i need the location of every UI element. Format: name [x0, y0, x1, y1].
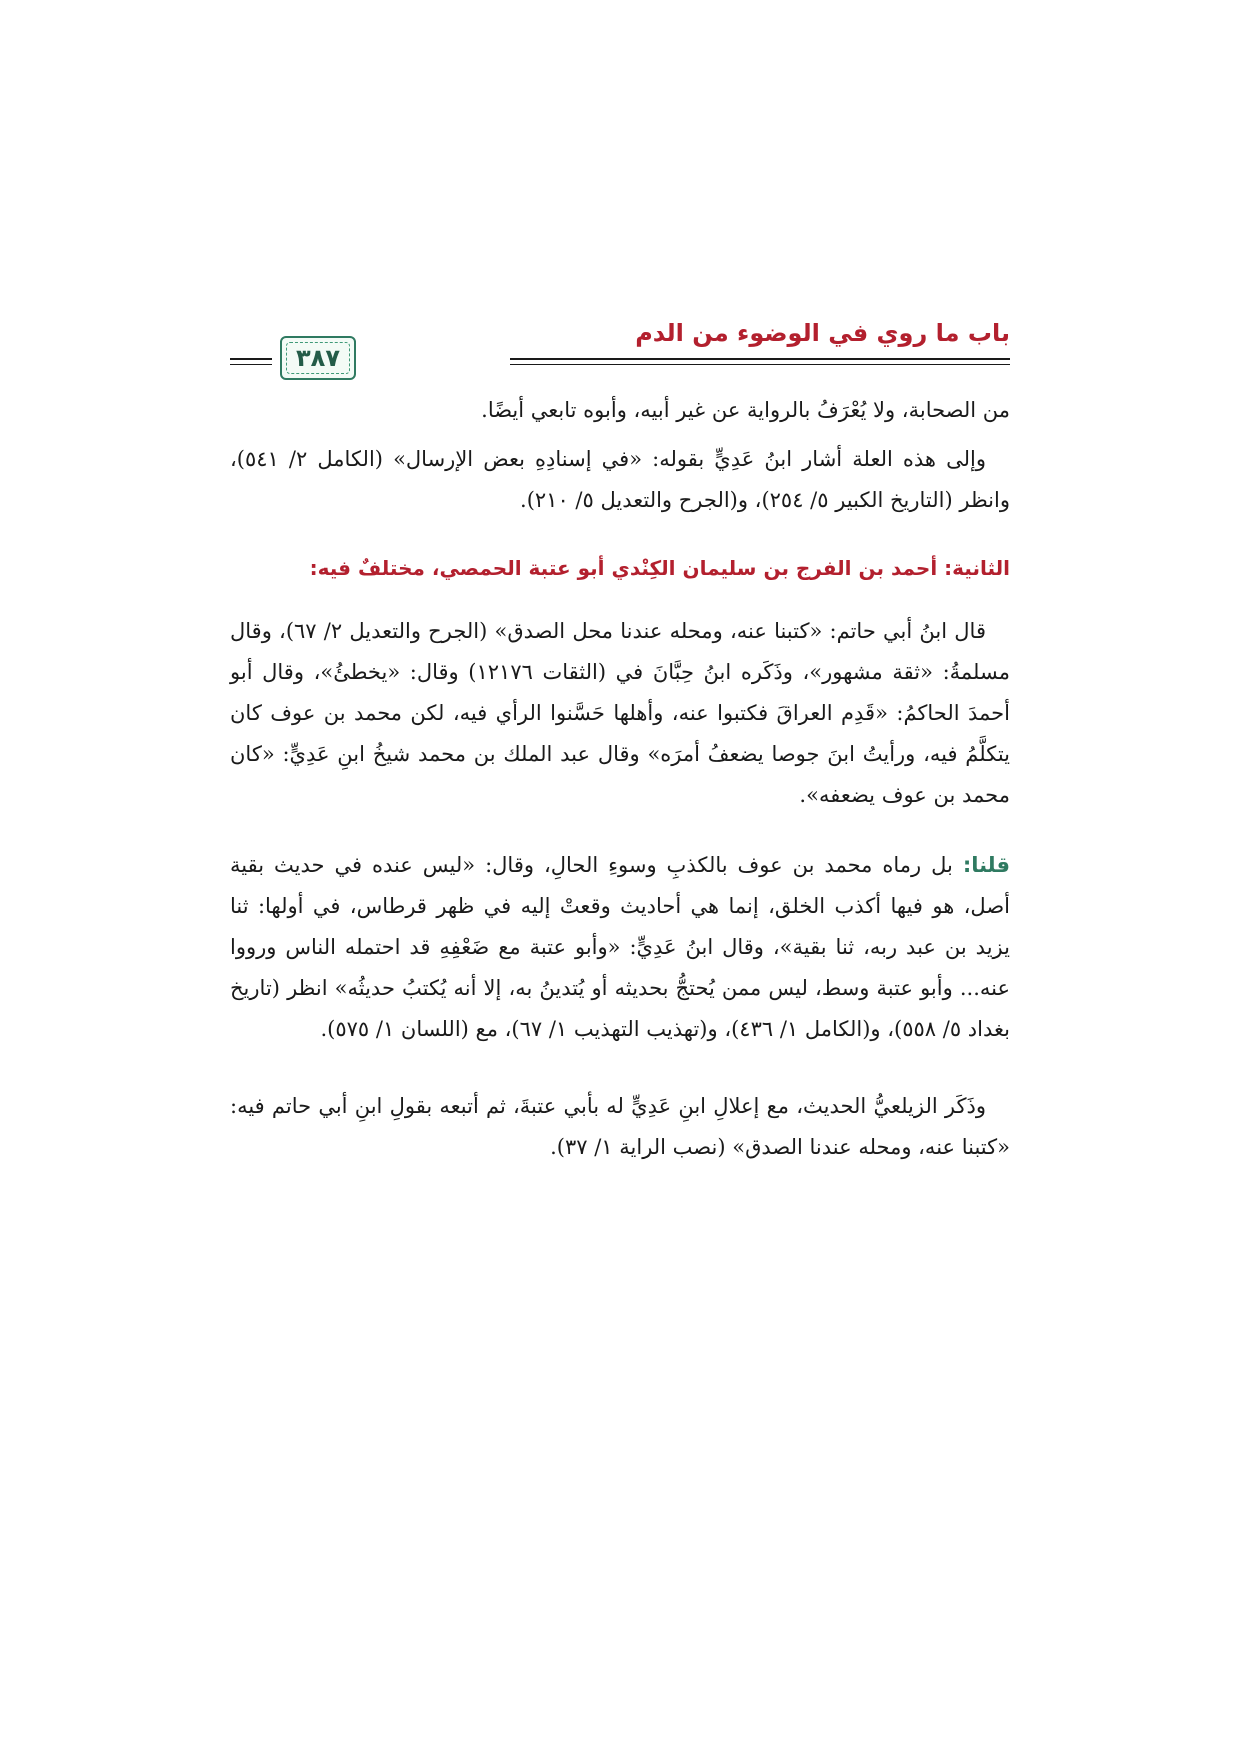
paragraph-1: من الصحابة، ولا يُعْرَفُ بالرواية عن غير أبيه، وأبوه تابعي أيضًا.: [481, 398, 1010, 422]
paragraph-5: وذَكَر الزيلعيُّ الحديث، مع إعلالِ ابنِ عَدِيٍّ له بأبي عتبةَ، ثم أتبعه بقولِ ابنِ أبي حاتم فيه: «كتبنا عنه، ومحله عندنا الصدق» (نصب الراية ١/ ٣٧).: [230, 1094, 1010, 1159]
page-number-badge: [280, 336, 356, 380]
header-rule-thick: [510, 358, 1010, 360]
chapter-title: باب ما روي في الوضوء من الدم: [635, 319, 1010, 347]
paragraph-4-text: بل رماه محمد بن عوف بالكذبِ وسوءِ الحالِ، وقال: «ليس عنده في حديث بقية أصل، هو فيها أكذب الخلق، إنما هي أحاديث وقعتْ إليه في ظهر قرطاس، في أولها: ثنا يزيد بن عبد ربه، ثنا بقية»، وقال ابنُ عَدِيٍّ: «وأبو عتبة مع ضَعْفِهِ قد احتمله الناس ورووا عنه... وأبو عتبة وسط، ليس ممن يُحتجُّ بحديثه أو يُتدينُ به، إلا أنه يُكتبُ حديثُه» انظر (تاريخ بغداد ٥/ ٥٥٨)، و(الكامل ١/ ٤٣٦)، و(تهذيب التهذيب ١/ ٦٧)، مع (اللسان ١/ ٥٧٥).: [230, 853, 1010, 1041]
qulna-label: قلنا:: [962, 853, 1010, 877]
paragraph-3: قال ابنُ أبي حاتم: «كتبنا عنه، ومحله عندنا محل الصدق» (الجرح والتعديل ٢/ ٦٧)، وقال مسلمةُ: «ثقة مشهور»، وذَكَره ابنُ حِبَّانَ في (الثقات ١٢١٧٦) وقال: «يخطئُ»، وقال أبو أحمدَ الحاكمُ: «قَدِم العراقَ فكتبوا عنه، وأهلها حَسَّنوا الرأي فيه، لكن محمد بن عوف كان يتكلَّمُ فيه، ورأيتُ ابنَ جوصا يضعفُ أمرَه» وقال عبد الملك بن محمد شيخُ ابنِ عَدِيٍّ: «كان محمد بن عوف يضعفه».: [230, 619, 1010, 807]
paragraph-2: وإلى هذه العلة أشار ابنُ عَدِيٍّ بقوله: «في إسنادِهِ بعض الإرسال» (الكامل ٢/ ٥٤١)، وانظر (التاريخ الكبير ٥/ ٢٥٤)، و(الجرح والتعديل ٥/ ٢١٠).: [230, 447, 1010, 512]
page-body: [230, 390, 1010, 1168]
header-rule-thin: [510, 364, 1010, 365]
header-rule-left-thick: [230, 358, 272, 360]
page-header: [230, 318, 1010, 382]
section-heading: الثانية: أحمد بن الفرج بن سليمان الكِنْدي أبو عتبة الحمصي، مختلفٌ فيه:: [309, 556, 1010, 580]
page-number: ٣٨٧: [296, 344, 340, 372]
header-rule-left-thin: [230, 364, 272, 365]
paragraph-4: [230, 845, 1010, 1050]
